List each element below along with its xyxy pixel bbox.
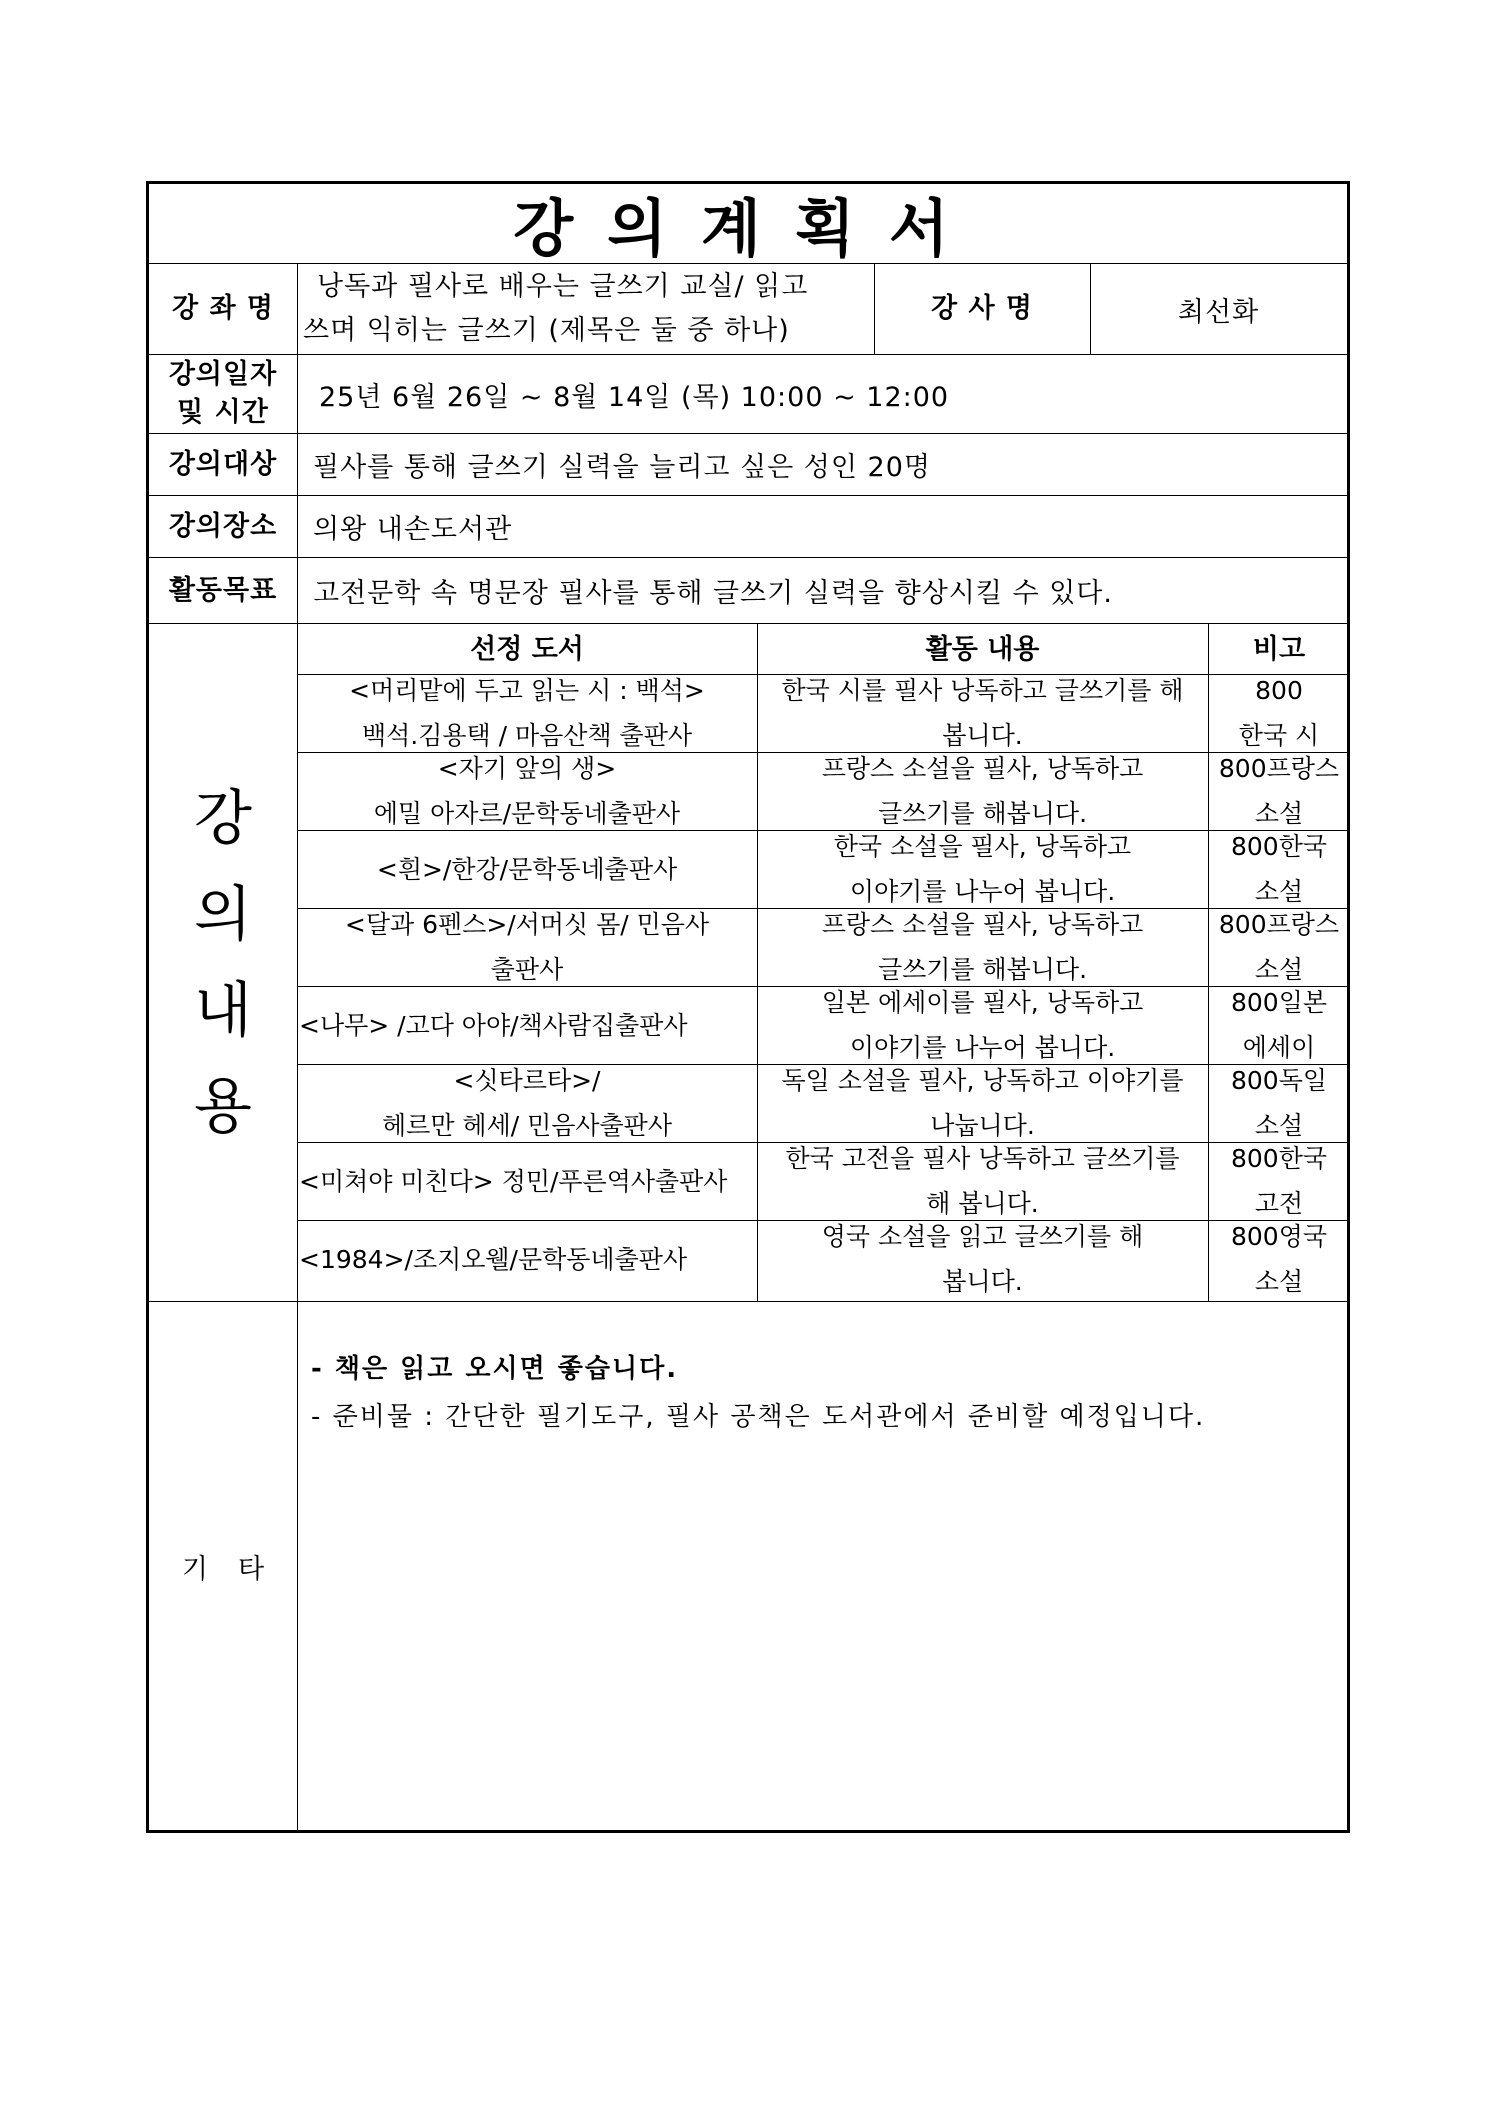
- note-cell-line: 한국 시: [1238, 721, 1320, 750]
- note-cell-line: 소설: [1254, 877, 1304, 906]
- book-cell: [297, 1064, 757, 1142]
- date-value: 25년 6월 26일 ~ 8월 14일 (목) 10:00 ~ 12:00: [319, 381, 950, 413]
- activity-cell-line: 영국 소설을 읽고 글쓰기를 해: [821, 1222, 1144, 1251]
- note-cell: [1208, 986, 1350, 1064]
- content-label-char: 강: [194, 783, 252, 854]
- note-cell-line: 소설: [1254, 1111, 1304, 1140]
- date-row: [149, 355, 1347, 434]
- note-cell-line: 소설: [1254, 799, 1304, 828]
- note-cell: [1208, 830, 1350, 908]
- goal-label: 활동목표: [168, 574, 278, 606]
- book-cell: [297, 986, 757, 1064]
- activity-cell-line: 봅니다.: [942, 721, 1023, 750]
- note-cell-line: 800한국: [1230, 1144, 1328, 1173]
- course-row: [149, 264, 1347, 355]
- activity-cell: [757, 830, 1208, 908]
- note-cell-line: 800일본: [1230, 988, 1328, 1017]
- book-cell: [297, 1220, 757, 1298]
- note-cell: [1208, 1142, 1350, 1220]
- book-cell-line: 출판사: [490, 955, 564, 984]
- instructor-label: 강 사 명: [930, 293, 1034, 324]
- goal-row: [149, 558, 1347, 624]
- place-value: 의왕 내손도서관: [313, 514, 513, 545]
- activity-cell-line: 독일 소설을 필사, 낭독하고 이야기를: [781, 1066, 1184, 1095]
- book-cell-line: <미쳐야 미친다> 정민/푸른역사출판사: [299, 1166, 728, 1196]
- activity-cell-line: 한국 고전을 필사 낭독하고 글쓰기를: [785, 1144, 1180, 1173]
- activity-cell-line: 이야기를 나누어 봅니다.: [849, 877, 1116, 906]
- activity-cell: [757, 986, 1208, 1064]
- content-label-char: 의: [194, 879, 252, 950]
- course-label: 강 좌 명: [171, 293, 275, 324]
- note-cell-line: 소설: [1254, 955, 1304, 984]
- book-header: [297, 624, 757, 674]
- note-cell-line: 800프랑스: [1218, 910, 1340, 939]
- book-cell: [297, 1142, 757, 1220]
- target-row: [149, 434, 1347, 496]
- target-value: 필사를 통해 글쓰기 실력을 늘리고 싶은 성인 20명: [313, 452, 931, 483]
- book-cell: [297, 752, 757, 830]
- note-cell-line: 800: [1255, 676, 1303, 705]
- lecture-content-section: [149, 624, 1347, 1302]
- activity-header-line: 활동 내용: [925, 633, 1040, 665]
- note-header-line: 비고: [1252, 633, 1306, 665]
- book-cell-line: 헤르만 헤세/ 민음사출판사: [382, 1111, 672, 1140]
- content-label-char: 용: [194, 1071, 252, 1142]
- goal-value: 고전문학 속 명문장 필사를 통해 글쓰기 실력을 향상시킬 수 있다.: [313, 578, 1113, 609]
- note-cell: [1208, 1064, 1350, 1142]
- book-cell-line: <흰>/한강/문학동네출판사: [376, 854, 678, 884]
- book-cell-line: <달과 6펜스>/서머싯 몸/ 민음사: [344, 910, 710, 939]
- activity-cell-line: 한국 시를 필사 낭독하고 글쓰기를 해: [781, 676, 1184, 705]
- note-cell-line: 800영국: [1230, 1222, 1328, 1251]
- instructor-value: 최선화: [1177, 296, 1260, 328]
- date-label-line2: 및 시간: [177, 397, 269, 428]
- book-cell: [297, 674, 757, 752]
- activity-cell: [757, 1064, 1208, 1142]
- note-cell-line: 800독일: [1230, 1066, 1328, 1095]
- book-cell: [297, 830, 757, 908]
- activity-cell: [757, 1220, 1208, 1298]
- lecture-plan-form: [146, 181, 1350, 1833]
- activity-cell-line: 글쓰기를 해봅니다.: [877, 799, 1088, 828]
- note-cell-line: 소설: [1254, 1267, 1304, 1296]
- note-cell: [1208, 1220, 1350, 1298]
- date-label-line1: 강의일자: [168, 359, 278, 390]
- book-cell-line: <자기 앞의 생>: [437, 754, 617, 783]
- book-header-line: 선정 도서: [470, 633, 584, 665]
- book-cell: [297, 908, 757, 986]
- activity-cell-line: 프랑스 소설을 필사, 낭독하고: [821, 910, 1144, 939]
- book-cell-line: <머리맡에 두고 읽는 시 : 백석>: [349, 676, 705, 705]
- activity-cell-line: 글쓰기를 해봅니다.: [877, 955, 1088, 984]
- course-value-line2: 쓰며 익히는 글쓰기 (제목은 둘 중 하나): [303, 315, 790, 346]
- note-item: - 준비물 : 간단한 필기도구, 필사 공책은 도서관에서 준비할 예정입니다.: [311, 1402, 1206, 1432]
- activity-cell-line: 프랑스 소설을 필사, 낭독하고: [821, 754, 1144, 783]
- etc-label: 기타: [181, 1553, 295, 1585]
- note-cell-line: 800한국: [1230, 832, 1328, 861]
- activity-cell-line: 해 봅니다.: [926, 1189, 1039, 1218]
- activity-cell: [757, 752, 1208, 830]
- activity-cell: [757, 1142, 1208, 1220]
- book-cell-line: <나무> /고다 아야/책사람집출판사: [299, 1010, 688, 1040]
- note-cell-line: 800프랑스: [1218, 754, 1340, 783]
- target-label: 강의대상: [168, 448, 278, 480]
- book-cell-line: <1984>/조지오웰/문학동네출판사: [299, 1244, 688, 1274]
- activity-cell-line: 나눕니다.: [930, 1111, 1035, 1140]
- note-item: - 책은 읽고 오시면 좋습니다.: [311, 1354, 679, 1384]
- note-cell: [1208, 908, 1350, 986]
- note-cell-line: 고전: [1254, 1189, 1304, 1218]
- notes-section: [297, 1302, 1347, 1830]
- note-cell-line: 에세이: [1242, 1033, 1316, 1062]
- course-value-line1: 낭독과 필사로 배우는 글쓰기 교실/ 읽고: [317, 271, 809, 302]
- place-label: 강의장소: [168, 510, 278, 542]
- activity-cell-line: 일본 에세이를 필사, 낭독하고: [821, 988, 1144, 1017]
- activity-cell-line: 봅니다.: [942, 1267, 1023, 1296]
- note-cell: [1208, 752, 1350, 830]
- book-table: [297, 624, 1347, 1301]
- activity-cell-line: 이야기를 나누어 봅니다.: [849, 1033, 1116, 1062]
- activity-cell: [757, 674, 1208, 752]
- date-label: [149, 355, 297, 433]
- course-value: [299, 264, 873, 354]
- book-cell-line: <싯타르타>/: [453, 1066, 601, 1095]
- content-label-char: 내: [194, 975, 252, 1046]
- page-title: 강의계획서: [149, 184, 1347, 264]
- note-header: [1208, 624, 1350, 674]
- activity-header: [757, 624, 1208, 674]
- book-cell-line: 에밀 아자르/문학동네출판사: [373, 799, 681, 828]
- book-cell-line: 백석.김용택 / 마음산책 출판사: [361, 721, 692, 750]
- activity-cell: [757, 908, 1208, 986]
- place-row: [149, 496, 1347, 558]
- content-label: [149, 624, 297, 1301]
- note-cell: [1208, 674, 1350, 752]
- activity-cell-line: 한국 소설을 필사, 낭독하고: [833, 832, 1132, 861]
